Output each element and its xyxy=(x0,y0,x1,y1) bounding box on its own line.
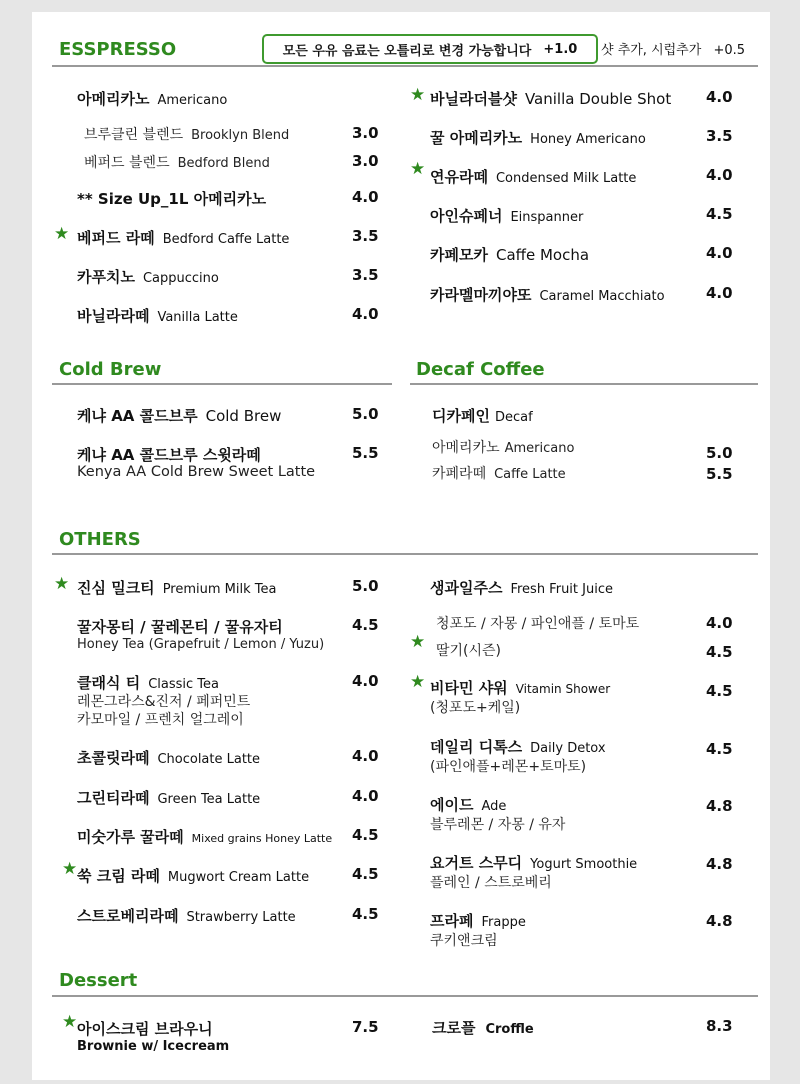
item-en: Honey Americano xyxy=(530,132,646,147)
menu-item-bedford xyxy=(84,152,270,172)
item-desc: 블루레몬 / 자몽 / 유자 xyxy=(430,817,566,833)
star-icon: ★ xyxy=(62,1012,78,1032)
extras-note xyxy=(601,39,745,58)
menu-item-bedford-latte xyxy=(77,227,289,248)
item-desc: 플레인 / 스트로베리 xyxy=(430,875,552,891)
menu-item-misugaru xyxy=(77,826,332,847)
item-ko: 그린티라떼 xyxy=(77,789,150,807)
item-en: Decaf xyxy=(494,410,533,425)
item-en: Bedford Blend xyxy=(177,156,270,171)
price: 4.5 xyxy=(706,205,733,223)
item-en: Caffe Latte xyxy=(494,467,566,482)
menu-item-decaf xyxy=(432,405,533,426)
price: 5.0 xyxy=(706,444,733,462)
item-desc: (파인애플+레몬+토마토) xyxy=(430,759,587,775)
item-ko: 케냐 AA 콜드브루 xyxy=(77,407,198,425)
menu-item-chocolate xyxy=(77,747,260,768)
price: 3.5 xyxy=(352,227,379,245)
item-desc: 레몬그라스&진저 / 페퍼민트 xyxy=(77,694,251,710)
price: 5.0 xyxy=(352,405,379,423)
item-en: Fresh Fruit Juice xyxy=(510,582,613,597)
star-icon: ★ xyxy=(410,672,426,692)
star-icon: ★ xyxy=(410,85,426,105)
item-ko: 카페모카 xyxy=(430,246,488,264)
section-title-decaf: Decaf Coffee xyxy=(416,359,545,380)
price: 7.5 xyxy=(352,1018,379,1036)
item-ko: 아메리카노 xyxy=(432,440,500,456)
price: 4.8 xyxy=(706,912,733,930)
price: 4.0 xyxy=(352,305,379,323)
item-ko: 바닐라라떼 xyxy=(77,307,150,325)
price: 3.0 xyxy=(352,124,379,142)
menu-item-green-tea xyxy=(77,787,260,808)
price: 4.5 xyxy=(352,616,379,634)
item-ko: 초콜릿라떼 xyxy=(77,749,150,767)
menu-item-mocha xyxy=(430,244,589,265)
price: 4.5 xyxy=(352,865,379,883)
section-title-cold-brew: Cold Brew xyxy=(59,359,162,380)
item-ko: 카라멜마끼야또 xyxy=(430,286,532,304)
item-desc: 쿠키앤크림 xyxy=(430,933,498,949)
menu-item-sizeup: ** Size Up_1L 아메리카노 xyxy=(77,190,267,208)
item-ko: 바닐라더블샷 xyxy=(430,90,517,108)
price: 4.0 xyxy=(352,188,379,206)
item-en: Cold Brew xyxy=(205,407,282,425)
price: 5.5 xyxy=(352,444,379,462)
item-ko: 꿀 아메리카노 xyxy=(430,129,523,147)
price: 4.5 xyxy=(706,682,733,700)
item-ko: 베퍼드 블렌드 xyxy=(84,155,170,171)
section-title-others: OTHERS xyxy=(59,529,141,550)
divider xyxy=(410,383,758,385)
item-ko: 베퍼드 라떼 xyxy=(77,229,155,247)
price: 3.5 xyxy=(352,266,379,284)
extras-label: 샷 추가, 시럽추가 xyxy=(601,43,702,58)
item-ko: 요거트 스무디 xyxy=(430,854,523,872)
divider xyxy=(52,383,392,385)
menu-item-vitamin xyxy=(430,677,610,698)
item-en: Daily Detox xyxy=(530,741,606,756)
menu-item-croffle xyxy=(432,1017,534,1038)
item-en: Chocolate Latte xyxy=(157,752,261,767)
price: 4.8 xyxy=(706,797,733,815)
item-ko: 생과일주스 xyxy=(430,579,503,597)
menu-item-condensed xyxy=(430,166,636,187)
menu-item-vanilla-latte xyxy=(77,305,238,326)
price: 5.0 xyxy=(352,577,379,595)
item-en: Brooklyn Blend xyxy=(191,128,290,143)
item-en: Cappuccino xyxy=(142,271,219,286)
price: 8.3 xyxy=(706,1017,733,1035)
price: 4.0 xyxy=(706,166,733,184)
item-ko: 연유라떼 xyxy=(430,168,488,186)
item-en: Caffe Mocha xyxy=(495,246,590,264)
item-en: Kenya AA Cold Brew Sweet Latte xyxy=(77,464,316,480)
item-en: Classic Tea xyxy=(148,677,219,692)
price: 4.5 xyxy=(706,740,733,758)
notice-price: +1.0 xyxy=(543,41,578,57)
item-en: Honey Tea (Grapefruit / Lemon / Yuzu) xyxy=(77,637,325,652)
price: 4.0 xyxy=(352,787,379,805)
divider xyxy=(52,995,758,997)
item-en: Strawberry Latte xyxy=(186,910,296,925)
item-ko: 비타민 샤워 xyxy=(430,679,508,697)
item-ko: 진심 밀크티 xyxy=(77,579,155,597)
menu-item-cappuccino xyxy=(77,266,219,287)
item-ko: 카푸치노 xyxy=(77,268,135,286)
oatly-notice xyxy=(262,34,598,64)
item-ko: 아메리카노 xyxy=(77,90,150,108)
menu-item-einspanner xyxy=(430,205,583,226)
price: 4.8 xyxy=(706,855,733,873)
item-en: Caramel Macchiato xyxy=(539,289,665,304)
price: 4.0 xyxy=(706,284,733,302)
menu-item-classic-tea xyxy=(77,672,219,693)
item-en: Green Tea Latte xyxy=(157,792,261,807)
menu-item-brownie: 아이스크림 브라우니 xyxy=(77,1020,213,1038)
menu-item-ade xyxy=(430,794,506,815)
item-en: Americano xyxy=(157,93,228,108)
star-icon: ★ xyxy=(62,859,78,879)
item-en: Frappe xyxy=(481,915,526,930)
price: 4.5 xyxy=(352,826,379,844)
menu-item-mugwort xyxy=(77,865,309,886)
menu-item-kenya-sweet: 케냐 AA 콜드브루 스윗라떼 xyxy=(77,446,261,464)
item-ko: 아인슈페너 xyxy=(430,207,503,225)
item-ko: 에이드 xyxy=(430,796,474,814)
item-ko: 디카페인 xyxy=(432,407,490,425)
price: 4.0 xyxy=(352,747,379,765)
menu-item-decaf-americano xyxy=(432,437,574,457)
menu-item-decaf-latte xyxy=(432,463,566,483)
item-en: Premium Milk Tea xyxy=(162,582,277,597)
menu-item-honey-americano xyxy=(430,127,646,148)
menu-item-kenya xyxy=(77,405,281,426)
item-ko: 미숫가루 꿀라떼 xyxy=(77,828,184,846)
item-desc: (청포도+케일) xyxy=(430,700,521,716)
star-icon: ★ xyxy=(410,632,426,652)
item-ko: 브루클린 블렌드 xyxy=(84,127,184,143)
divider xyxy=(52,553,758,555)
item-en: Condensed Milk Latte xyxy=(495,171,637,186)
item-ko: 크로플 xyxy=(432,1019,476,1037)
star-icon: ★ xyxy=(54,224,70,244)
divider xyxy=(52,65,758,67)
menu-item-brooklyn xyxy=(84,124,289,144)
item-ko: 스트로베리라떼 xyxy=(77,907,179,925)
item-en: Ade xyxy=(481,799,507,814)
item-en: Brownie w/ Icecream xyxy=(77,1039,230,1054)
item-ko: 데일리 디톡스 xyxy=(430,738,523,756)
section-title-dessert: Dessert xyxy=(59,970,138,991)
menu-item-juice-options: 청포도 / 자몽 / 파인애플 / 토마토 xyxy=(436,616,640,632)
item-desc: 카모마일 / 프렌치 얼그레이 xyxy=(77,712,244,728)
item-en: Americano xyxy=(504,441,575,456)
item-en: Einspanner xyxy=(510,210,584,225)
item-en: Vitamin Shower xyxy=(515,682,611,696)
price: 4.5 xyxy=(352,905,379,923)
menu-item-caramel xyxy=(430,284,665,305)
price: 4.0 xyxy=(706,614,733,632)
menu-item-frappe xyxy=(430,910,526,931)
extras-price: +0.5 xyxy=(713,43,746,58)
item-ko: 카페라떼 xyxy=(432,466,487,482)
section-title-espresso: ESSPRESSO xyxy=(59,39,177,60)
menu-item-strawberry: 딸기(시즌) xyxy=(436,643,502,659)
price: 3.5 xyxy=(706,127,733,145)
item-ko: 프라페 xyxy=(430,912,474,930)
price: 4.0 xyxy=(706,244,733,262)
price: 4.5 xyxy=(706,643,733,661)
item-en: Mugwort Cream Latte xyxy=(167,870,310,885)
item-en: Bedford Caffe Latte xyxy=(162,232,290,247)
item-en: Croffle xyxy=(485,1022,534,1037)
item-en: Vanilla Double Shot xyxy=(524,90,672,108)
menu-item-strawberry-latte xyxy=(77,905,296,926)
price: 4.0 xyxy=(352,672,379,690)
menu-item-detox xyxy=(430,736,606,757)
notice-text: 모든 우유 음료는 오틀리로 변경 가능합니다 xyxy=(282,43,532,59)
menu-item-smoothie xyxy=(430,852,637,873)
menu-item-honey-tea: 꿀자몽티 / 꿀레몬티 / 꿀유자티 xyxy=(77,618,283,636)
star-icon: ★ xyxy=(410,159,426,179)
menu-item-vanilla-double xyxy=(430,88,671,109)
star-icon: ★ xyxy=(54,574,70,594)
menu-page xyxy=(32,12,770,1080)
price: 5.5 xyxy=(706,465,733,483)
item-ko: 클래식 티 xyxy=(77,674,141,692)
item-ko: 쑥 크림 라떼 xyxy=(77,867,160,885)
menu-item-milk-tea xyxy=(77,577,276,598)
price: 3.0 xyxy=(352,152,379,170)
menu-item-americano xyxy=(77,88,227,109)
menu-item-juice xyxy=(430,577,613,598)
price: 4.0 xyxy=(706,88,733,106)
item-en: Yogurt Smoothie xyxy=(530,857,638,872)
item-en: Vanilla Latte xyxy=(157,310,238,325)
item-en: Mixed grains Honey Latte xyxy=(191,832,333,845)
